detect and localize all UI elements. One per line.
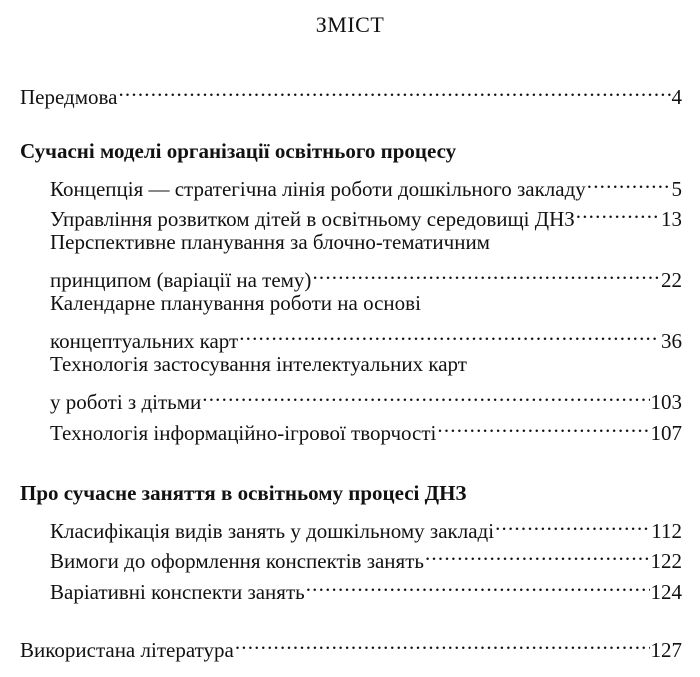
dot-leader xyxy=(425,538,650,568)
page-title: ЗМІСТ xyxy=(315,12,385,37)
toc-entry[interactable] xyxy=(50,569,682,604)
toc-entry-label: у роботі з дітьми xyxy=(50,390,202,414)
toc-entry-line1: Технологія застосування інтелектуальних карт xyxy=(50,352,467,376)
toc-entry-page: 4 xyxy=(671,85,682,109)
toc-entry-label: Передмова xyxy=(20,85,118,109)
toc-entry[interactable] xyxy=(50,538,682,573)
dot-leader xyxy=(202,379,649,409)
toc-entry-page: 127 xyxy=(650,638,682,662)
dot-leader xyxy=(437,410,649,440)
toc-entry[interactable] xyxy=(50,410,682,445)
toc-entry-label: Варіативні конспекти занять xyxy=(50,580,305,604)
toc-entry-label: Вимоги до оформлення конспектів занять xyxy=(50,549,424,573)
dot-leader xyxy=(576,196,660,226)
toc-entry-page: 22 xyxy=(661,268,682,292)
toc-entry[interactable] xyxy=(50,508,682,543)
toc-entry-label: концептуальних карт xyxy=(50,329,239,353)
toc-entry-page: 124 xyxy=(650,580,682,604)
dot-leader xyxy=(235,627,650,657)
dot-leader xyxy=(495,508,650,538)
section-heading-1: Сучасні моделі організації освітнього процесу xyxy=(20,139,457,163)
toc-entry[interactable] xyxy=(50,196,682,231)
toc-entry-label: Використана література xyxy=(20,638,234,662)
toc-entry-label: Управління розвитком дітей в освітньому середовищі ДНЗ xyxy=(50,207,575,231)
dot-leader xyxy=(239,318,660,348)
toc-entry-page: 5 xyxy=(671,177,682,201)
toc-entry[interactable] xyxy=(50,379,682,414)
toc-entry-page: 13 xyxy=(661,207,682,231)
toc-entry-label: Класифікація видів занять у дошкільному закладі xyxy=(50,519,495,543)
toc-entry-label: принципом (варіації на тему) xyxy=(50,268,312,292)
dot-leader xyxy=(587,166,671,196)
toc-entry-label: Технологія інформаційно-ігрової творчості xyxy=(50,421,437,445)
toc-entry-page: 122 xyxy=(650,549,682,573)
toc-entry-line1: Календарне планування роботи на основі xyxy=(50,291,421,315)
section-heading-2: Про сучасне заняття в освітньому процесі ДНЗ xyxy=(20,481,467,505)
toc-entry-page: 112 xyxy=(651,519,682,543)
toc-entry[interactable] xyxy=(50,166,682,201)
toc-entry-label: Концепція — стратегічна лінія роботи дошкільного закладу xyxy=(50,177,586,201)
dot-leader xyxy=(118,74,670,104)
toc-entry-page: 107 xyxy=(650,421,682,445)
toc-entry-page: 103 xyxy=(650,390,682,414)
toc-entry[interactable] xyxy=(50,318,682,353)
dot-leader xyxy=(306,569,650,599)
toc-entry-line1: Перспективне планування за блочно-тематичним xyxy=(50,230,490,254)
toc-entry-preface[interactable] xyxy=(20,74,682,109)
toc-entry-literature[interactable] xyxy=(20,627,682,662)
toc-entry[interactable] xyxy=(50,257,682,292)
toc-entry-page: 36 xyxy=(661,329,682,353)
dot-leader xyxy=(312,257,660,287)
